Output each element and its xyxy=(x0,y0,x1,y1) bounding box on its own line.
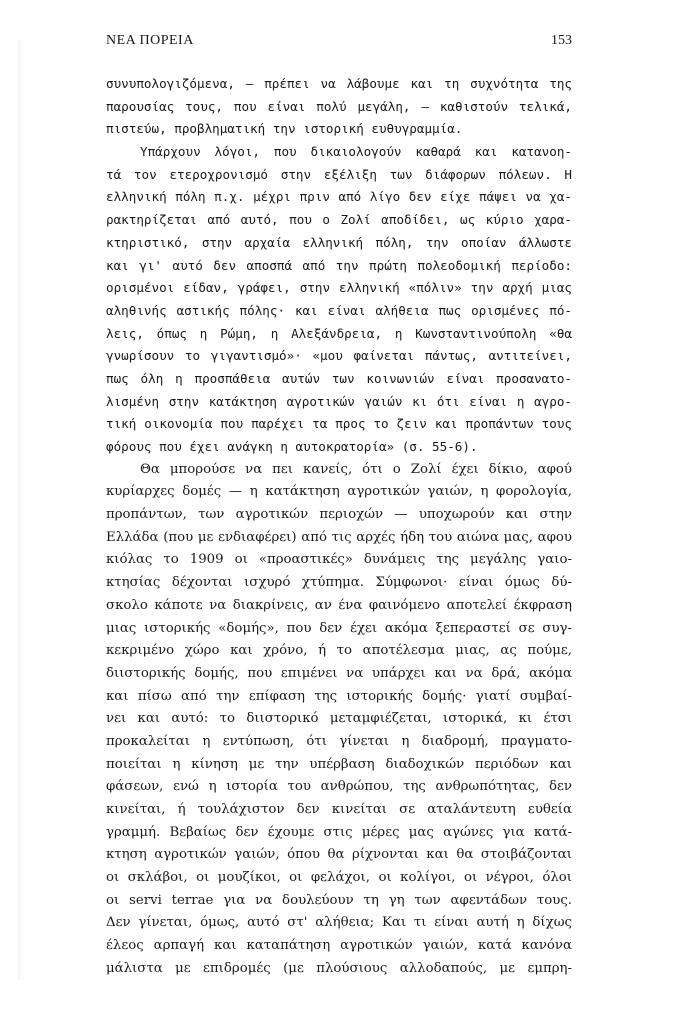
text-line: μάλιστα με επιδρομές (με πλούσιους αλλοδαπούς, με εμπρη- xyxy=(106,960,572,976)
text-line: και πίσω από την επίφαση της ιστορικής δομής· γιατί συμβαί- xyxy=(106,688,572,704)
text-line: μιας ιστορικής «δομής», που δεν έχει ακόμα ξεπεραστεί σε συγ- xyxy=(106,620,572,636)
scan-shadow xyxy=(18,40,24,980)
text-line: Υπάρχουν λόγοι, που δικαιολογούν καθαρά και κατανοη- xyxy=(140,144,572,160)
text-line: πιστεύω, προβληματική την ιστορική ευθυγραμμία. xyxy=(106,121,463,137)
text-line: ορισμένοι είδαν, γράφει, στην ελληνική «πόλιν» την αρχή μιας xyxy=(106,280,572,296)
text-line: γνωρίσουν το γιγαντισμό»· «μου φαίνεται πάντως, αντιτείνει, xyxy=(106,348,572,364)
text-line: κινείται, ή τουλάχιστον δεν κινείται σε αταλάντευτη ευθεία xyxy=(106,802,572,817)
text-line: κτησίας δέχονται ισχυρό χτύπημα. Σύμφωνοι· είναι όμως δύ- xyxy=(106,575,572,591)
text-line: έλεος αρπαγή και καταπάτηση αγροτικών γαιών, κατά κανόνα xyxy=(106,938,572,954)
text-line: κτηριστικό, στην αρχαία ελληνική πόλη, την οποίαν άλλωστε xyxy=(106,234,572,250)
text-line: οι servi terrae για να δουλεύουν τη γη των αφεντάδων τους. xyxy=(106,892,572,908)
running-head: ΝΕΑ ΠΟΡΕΙΑ xyxy=(106,33,194,48)
text-line: ρακτηρίζεται από αυτό, που ο Ζολί αποδίδει, ως κύριο χαρα- xyxy=(106,212,572,228)
text-line: λισμένη στην κατάκτηση αγροτικών γαιών κι ότι είναι η αγρο- xyxy=(106,393,572,409)
text-line: φάσεων, ενώ η ιστορία του ανθρώπου, της ανθρωπότητας, δεν xyxy=(106,779,572,795)
text-line: Ελλάδα (που με ενδιαφέρει) από τις αρχές ήδη του αιώνα μας, αφου xyxy=(106,529,572,545)
page-number: 153 xyxy=(551,33,572,48)
text-line: αληθινής αστικής πόλης· και είναι αλήθεια πως ορισμένες πό- xyxy=(106,302,572,318)
text-line: λεις, όπως η Ρώμη, η Αλεξάνδρεια, η Κωνσταντινούπολη «θα xyxy=(106,325,572,341)
text-line: Θα μπορούσε να πει κανείς, ότι ο Ζολί έχει δίκιο, αφού xyxy=(140,461,572,477)
text-line: νει και αυτό: το διιστορικό μεταμφιέζεται, ιστορικά, κι έτσι xyxy=(106,711,572,727)
text-line: κεκριμένο χώρο και χρόνο, ή το αποτέλεσμα μιας, ας πούμε, xyxy=(106,643,572,659)
text-line: τά τον ετεροχρονισμό στην εξέλιξη των διάφορων πόλεων. Η xyxy=(106,166,572,182)
text-line: και γι' αυτό δεν αποσπά από την πρώτη πολεοδομική περίοδο: xyxy=(106,257,572,273)
body-text xyxy=(106,73,572,981)
text-line: κιόλας το 1909 οι «προαστικές» δυνάμεις της μεγάλης γαιο- xyxy=(106,552,572,568)
text-line: κυρίαρχες δομές — η κατάκτηση αγροτικών γαιών, η φορολογία, xyxy=(106,484,572,500)
text-line: προπάντων, των αγροτικών περιοχών — υποχωρούν και στην xyxy=(106,507,572,523)
page-header xyxy=(106,33,572,55)
text-line: πως όλη η προσπάθεια αυτών των κοινωνιών είναι προσανατο- xyxy=(106,370,572,386)
text-line: σκολο κάποτε να διακρίνεις, αν ένα φαινόμενο αποτελεί έκφραση xyxy=(106,597,572,613)
text-line: ποιείται η κίνηση με την υπέρβαση διαδοχικών περιόδων και xyxy=(106,756,572,772)
text-line: τική οικονομία που παρέχει τα προς το ζειν και προπάντων τους xyxy=(106,416,572,432)
text-line: διιστορικής δομής, που επιμένει να υπάρχει και να δρά, ακόμα xyxy=(106,665,572,681)
text-line: προκαλείται η εντύπωση, ότι γίνεται η διαδρομή, πραγματο- xyxy=(106,733,572,749)
text-line: οι σκλάβοι, οι μουζίκοι, οι φελάχοι, οι κολίγοι, οι νέγροι, όλοι xyxy=(106,870,572,886)
text-line: Δεν γίνεται, όμως, αυτό στ' αλήθεια; Και τι είναι αυτή η δίχως xyxy=(106,915,572,931)
text-line: παρουσίας τους, που είναι πολύ μεγάλη, — καθιστούν τελικά, xyxy=(106,98,572,114)
text-line: ελληνική πόλη π.χ. μέχρι πριν από λίγο δεν είχε πάψει να χα- xyxy=(106,189,572,205)
text-line: φόρους που έχει ανάγκη η αυτοκρατορία» (σ. 55-6). xyxy=(106,439,478,454)
text-line: κτηση αγροτικών γαιών, όπου θα ρίχνονται και θα στοιβάζονται xyxy=(106,847,572,863)
text-line: γραμμή. Βεβαίως δεν έχουμε στις μέρες μας αγώνες για κατά- xyxy=(106,824,572,840)
text-line: συνυπολογιζόμενα, — πρέπει να λάβουμε και τη συχνότητα της xyxy=(106,76,572,91)
